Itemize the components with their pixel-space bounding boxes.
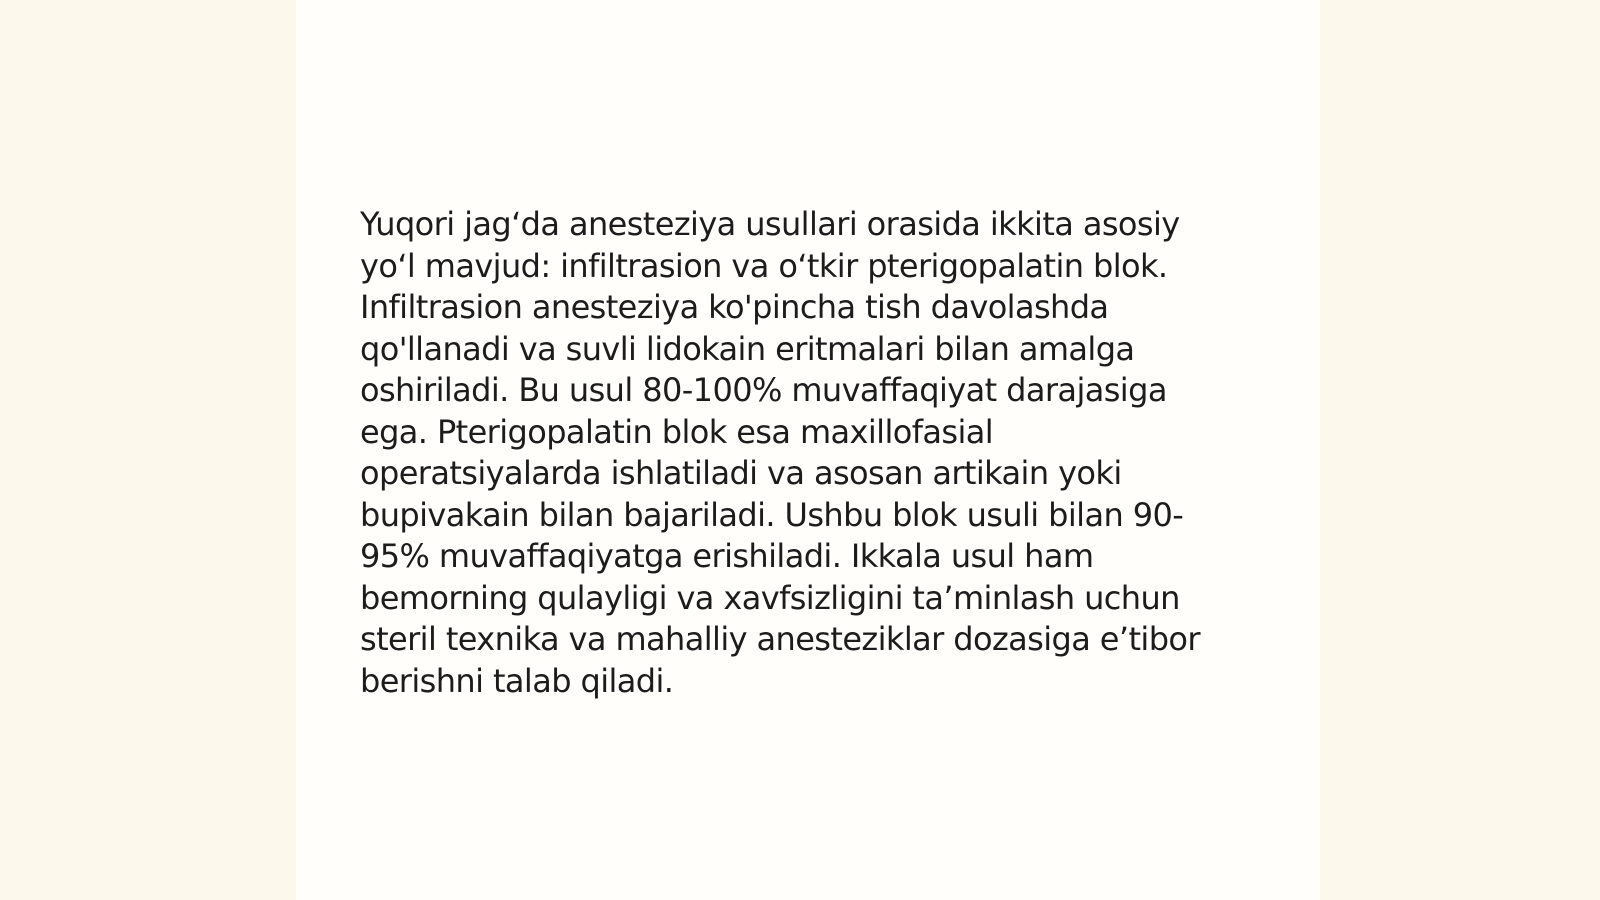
left-margin xyxy=(0,0,296,900)
paragraph-line: operatsiyalarda ishlatiladi va asosan artikain yoki xyxy=(360,454,1122,492)
paragraph-line: oshiriladi. Bu usul 80-100% muvaffaqiyat darajasiga xyxy=(360,371,1167,409)
slide-page xyxy=(296,0,1320,900)
paragraph-line: Infiltrasion anesteziya ko'pincha tish davolashda xyxy=(360,288,1109,326)
paragraph-line: Yuqori jag‘da anesteziya usullari orasida ikkita asosiy xyxy=(360,205,1180,243)
paragraph-line: 95% muvaffaqiyatga erishiladi. Ikkala usul ham xyxy=(360,537,1094,575)
paragraph-line: qo'llanadi va suvli lidokain eritmalari bilan amalga xyxy=(360,329,1135,368)
right-margin xyxy=(1320,0,1600,900)
paragraph-line: berishni talab qiladi. xyxy=(360,661,674,700)
paragraph-line: bemorning qulayligi va xavfsizligini ta’minlash uchun xyxy=(360,578,1180,617)
paragraph-line: yo‘l mavjud: infiltrasion va o‘tkir pterigopalatin blok. xyxy=(360,246,1168,285)
paragraph-line: ega. Pterigopalatin blok esa maxillofasial xyxy=(360,412,994,451)
paragraph-line: bupivakain bilan bajariladi. Ushbu blok usuli bilan 90- xyxy=(360,495,1184,534)
paragraph-line: steril texnika va mahalliy anesteziklar dozasiga e’tibor xyxy=(360,620,1200,658)
body-paragraph xyxy=(360,204,1250,702)
